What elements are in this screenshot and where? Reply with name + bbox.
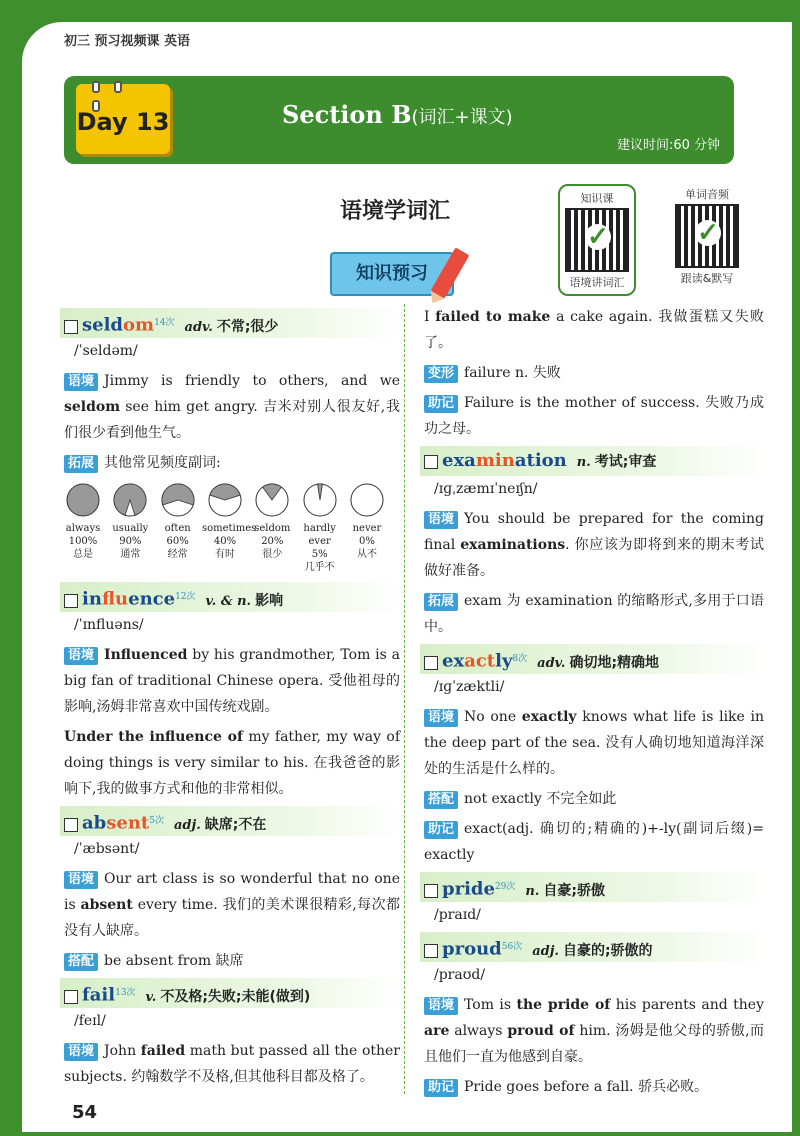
- freq-en: often: [164, 523, 191, 534]
- freq-pie: [254, 482, 290, 518]
- memo-note: 助记 exact(adj. 确切的;精确的)+-ly(副词后缀)= exactly: [424, 821, 764, 863]
- context-sentence: 语境 John failed math but passed all the other subjects. 约翰数学不及格,但其他科目都及格了。: [64, 1043, 400, 1085]
- expand-note: 拓展 exam 为 examination 的缩略形式,多用于口语中。: [424, 593, 764, 635]
- phonetic: /praʊd/: [434, 967, 486, 983]
- freq-en: never: [352, 523, 382, 534]
- freq-cn: 很少: [262, 549, 283, 560]
- qr-word-audio[interactable]: 单词音频 ✓ 跟读&默写: [670, 186, 744, 286]
- entry-exactly: exactly$^{8次}$ adv. 确切地;精确地: [420, 644, 764, 674]
- freq-pct: 40%: [213, 536, 237, 547]
- context-sentence: 语境 No one exactly knows what life is like in the deep part of the sea. 没有人确切地知道海洋深处的生活是什么样的。: [424, 709, 764, 777]
- entry-influence: influence$^{12次}$ v. & n. 影响: [60, 582, 400, 612]
- freq-cn: 总是: [73, 549, 93, 560]
- freq-cn: 有时: [214, 549, 235, 560]
- right-column: [420, 304, 764, 1100]
- freq-pie: [302, 482, 338, 518]
- freq-item: [297, 482, 343, 574]
- freq-pie: [207, 482, 243, 518]
- suggested-time: 建议时间:60 分钟: [616, 138, 720, 153]
- checkbox[interactable]: [64, 818, 78, 832]
- freq-item: [249, 482, 295, 574]
- freq-pct: 5%: [311, 549, 328, 560]
- freq-cn: 从不: [356, 549, 377, 560]
- day-badge: [76, 84, 170, 154]
- context-sentence: 语境 Influenced by his grandmother, Tom is a big fan of traditional Chinese opera. 受他祖母的影响,汤姆非常喜欢中国传统戏剧。: [64, 647, 400, 715]
- freq-pie: [112, 482, 148, 518]
- qr-code-icon: [565, 208, 629, 272]
- day-label: Day 13: [76, 108, 170, 136]
- phonetic: /ˈæbsənt/: [74, 841, 140, 857]
- page-number: 54: [72, 1102, 98, 1123]
- freq-pct: 60%: [166, 536, 189, 547]
- left-column: [60, 304, 400, 1090]
- expand-note: 拓展 其他常见频度副词:: [60, 450, 400, 476]
- banner-title: Section B(词汇+课文): [282, 100, 513, 129]
- entry-examination: examination n. 考试;审查: [420, 446, 764, 476]
- checkbox[interactable]: [424, 884, 438, 898]
- context-sentence: I failed to make a cake again. 我做蛋糕又失败了。: [424, 309, 764, 351]
- freq-pct: 100%: [68, 536, 98, 547]
- context-sentence: 语境 Our art class is so wonderful that no one is absent every time. 我们的美术课很精彩,每次都没有人缺席。: [64, 871, 400, 939]
- day-banner: [64, 76, 734, 164]
- memo-note: 助记 Pride goes before a fall. 骄兵必败。: [420, 1074, 764, 1100]
- checkbox[interactable]: [424, 944, 438, 958]
- variant-note: 变形 failure n. 失败: [420, 360, 764, 386]
- context-sentence: Under the influence of my father, my way of doing things is very similar to his. 在我爸爸的影响下,我的做事方式和他的非常相似。: [64, 729, 400, 797]
- freq-pie: [65, 482, 101, 518]
- phonetic: /feɪl/: [74, 1013, 106, 1029]
- freq-cn: 几乎不: [304, 562, 335, 573]
- freq-en: usually: [112, 523, 149, 534]
- freq-en: seldom: [254, 523, 291, 534]
- freq-item: [201, 482, 257, 574]
- phonetic: /praɪd/: [434, 907, 481, 923]
- freq-pct: 20%: [261, 536, 284, 547]
- phonetic: /ɪɡˈzæktli/: [434, 679, 505, 695]
- freq-cn: 通常: [120, 549, 141, 560]
- entry-seldom: seldom$^{14次}$ adv. 不常;很少: [60, 308, 400, 338]
- phonetic: /ˈseldəm/: [74, 343, 138, 359]
- phonetic: /ˈɪnfluəns/: [74, 617, 144, 633]
- freq-item: [344, 482, 390, 574]
- memo-note: 助记 Failure is the mother of success. 失败乃成功之母。: [424, 395, 764, 437]
- freq-pie: [160, 482, 196, 518]
- freq-pct: 90%: [119, 536, 142, 547]
- entry-proud: proud$^{56次}$ adj. 自豪的;骄傲的: [420, 932, 764, 962]
- phonetic: /ɪɡˌzæmɪˈneɪʃn/: [434, 481, 538, 497]
- context-sentence: 语境 Jimmy is friendly to others, and we seldom see him get angry. 吉米对别人很友好,我们很少看到他生气。: [64, 373, 400, 441]
- freq-item: [60, 482, 106, 574]
- knowledge-preview-badge: 知识预习: [330, 252, 454, 296]
- checkbox[interactable]: [424, 455, 438, 469]
- freq-item: [155, 482, 201, 574]
- page: [22, 22, 792, 1132]
- header-title: 初三 预习视频课 英语: [64, 34, 191, 49]
- section-title: 语境学词汇: [340, 198, 451, 224]
- freq-en: always: [65, 523, 101, 534]
- checkbox[interactable]: [64, 990, 78, 1004]
- qr-code-icon: [675, 204, 739, 268]
- entry-pride: pride$^{29次}$ n. 自豪;骄傲: [420, 872, 764, 902]
- collocation: 搭配 not exactly 不完全如此: [420, 786, 764, 812]
- frequency-chart: [60, 482, 390, 574]
- freq-item: [107, 482, 153, 574]
- checkbox[interactable]: [424, 656, 438, 670]
- context-sentence: 语境 Tom is the pride of his parents and they are always proud of him. 汤姆是他父母的骄傲,而且他们一直为他感到自豪。: [424, 997, 764, 1065]
- checkbox[interactable]: [64, 320, 78, 334]
- freq-en: sometimes: [201, 523, 257, 534]
- collocation: 搭配 be absent from 缺席: [60, 948, 400, 974]
- freq-pct: 0%: [359, 536, 375, 547]
- context-sentence: 语境 You should be prepared for the coming final examinations. 你应该为即将到来的期末考试做好准备。: [424, 511, 764, 579]
- checkbox[interactable]: [64, 594, 78, 608]
- freq-cn: 经常: [167, 549, 188, 560]
- freq-pie: [349, 482, 385, 518]
- entry-absent: absent$^{5次}$ adj. 缺席;不在: [60, 806, 400, 836]
- qr-knowledge-lesson[interactable]: 知识课 ✓ 语境讲词汇: [558, 184, 636, 296]
- freq-en: hardly ever: [303, 523, 336, 547]
- entry-fail: fail$^{13次}$ v. 不及格;失败;未能(做到): [60, 978, 400, 1008]
